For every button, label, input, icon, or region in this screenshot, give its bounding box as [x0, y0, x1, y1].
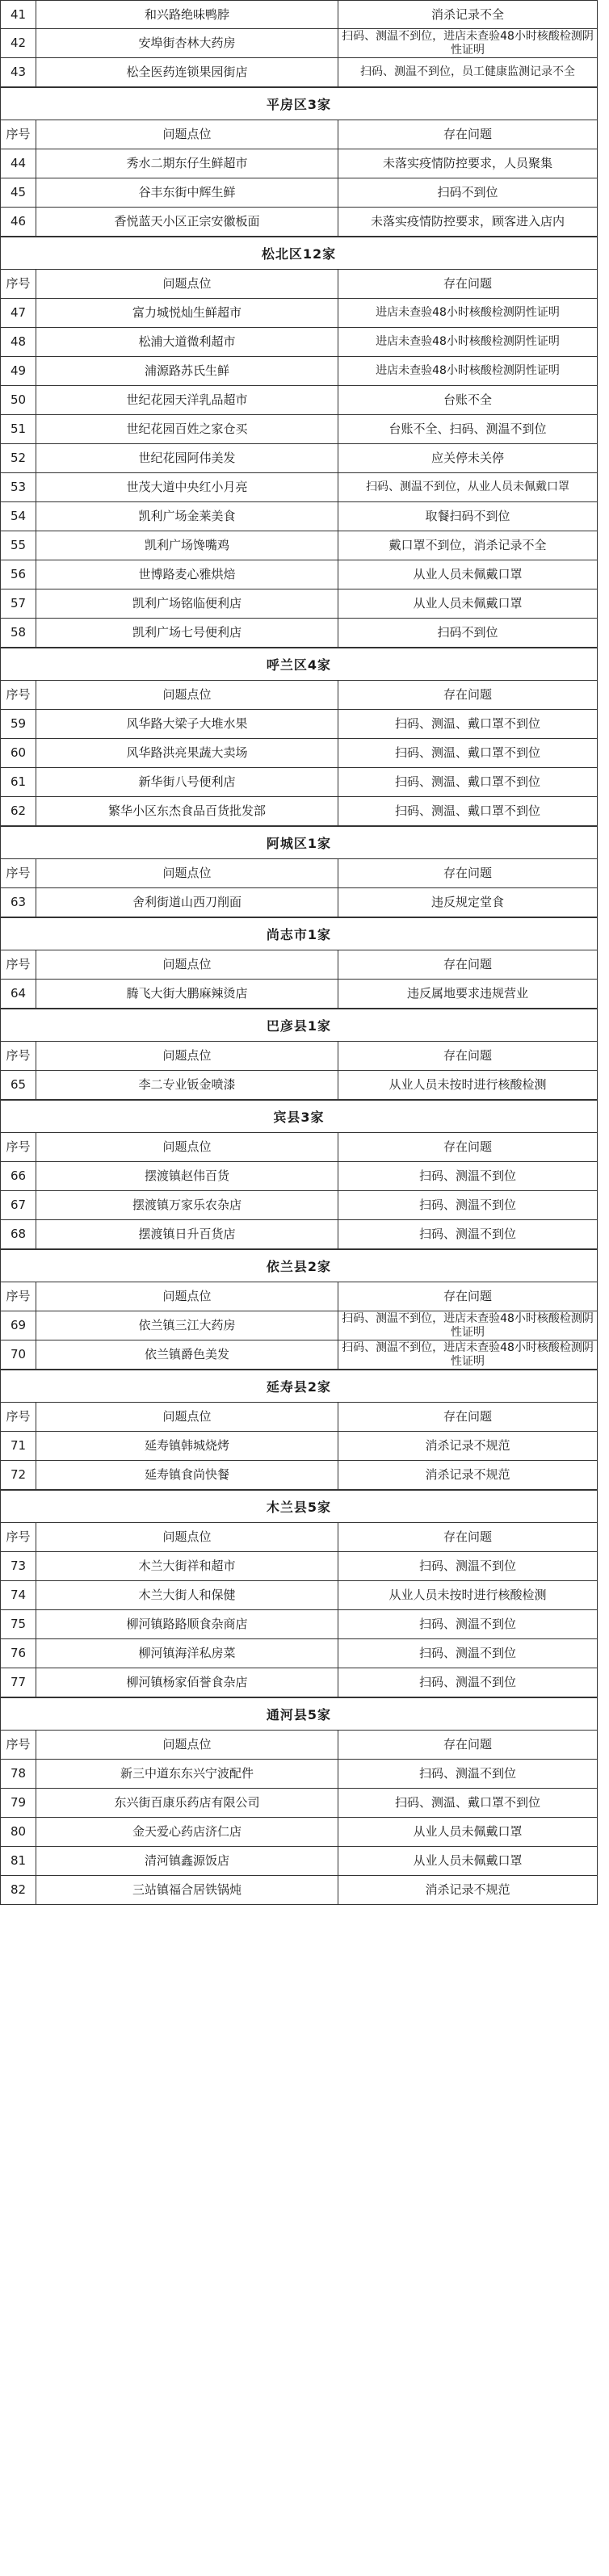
header-location: 问题点位	[36, 950, 338, 979]
row-number: 63	[1, 888, 36, 917]
header-location: 问题点位	[36, 1523, 338, 1551]
header-location: 问题点位	[36, 1282, 338, 1311]
existing-issue: 台账不全	[443, 392, 492, 407]
row-number: 54	[1, 502, 36, 531]
problem-location: 新华街八号便利店	[36, 768, 338, 796]
existing-issue: 扫码、测温不到位	[418, 1675, 516, 1689]
existing-issue: 戴口罩不到位，消杀记录不全	[388, 538, 547, 552]
table-row	[0, 1610, 598, 1639]
problem-location: 凯利广场金莱美食	[36, 502, 338, 531]
district-section-title: 阿城区1家	[0, 826, 598, 859]
row-number: 58	[1, 619, 36, 647]
row-number: 62	[1, 797, 36, 825]
header-number: 序号	[1, 1403, 36, 1431]
header-issue: 存在问题	[443, 687, 492, 702]
existing-issue: 未落实疫情防控要求，人员聚集	[382, 156, 552, 170]
problem-location: 腾飞大街大鹏麻辣烫店	[36, 980, 338, 1008]
header-issue: 存在问题	[443, 1289, 492, 1303]
header-number: 序号	[1, 859, 36, 887]
problem-location: 木兰大街祥和超市	[36, 1552, 338, 1580]
table-header-row	[0, 950, 598, 980]
row-number: 66	[1, 1162, 36, 1190]
header-location: 问题点位	[36, 1042, 338, 1070]
existing-issue: 进店未查验48小时核酸检测阴性证明	[376, 364, 560, 377]
problem-location: 香悦蓝天小区正宗安徽板面	[36, 208, 338, 236]
district-section-title: 巴彦县1家	[0, 1009, 598, 1042]
problem-location: 富力城悦灿生鲜超市	[36, 299, 338, 327]
header-location: 问题点位	[36, 270, 338, 298]
row-number: 68	[1, 1220, 36, 1248]
problem-location: 秀水二期东仔生鲜超市	[36, 149, 338, 178]
table-row	[0, 589, 598, 619]
problem-location: 松全医药连锁果园街店	[36, 58, 338, 86]
table-row	[0, 1191, 598, 1220]
row-number: 55	[1, 531, 36, 560]
problem-location: 木兰大街人和保健	[36, 1581, 338, 1609]
table-row	[0, 1311, 598, 1340]
problem-location: 风华路大梁子大堆水果	[36, 710, 338, 738]
existing-issue: 扫码、测温不到位，员工健康监测记录不全	[360, 65, 575, 78]
table-row	[0, 208, 598, 237]
header-location: 问题点位	[36, 1133, 338, 1161]
existing-issue: 违反属地要求违规营业	[406, 986, 528, 1001]
table-row	[0, 1818, 598, 1847]
existing-issue: 扫码、测温、戴口罩不到位	[394, 803, 540, 818]
row-number: 51	[1, 415, 36, 443]
problem-location: 三站镇福合居铁锅炖	[36, 1876, 338, 1904]
district-section-title: 呼兰区4家	[0, 648, 598, 681]
problem-location: 柳河镇路路顺食杂商店	[36, 1610, 338, 1638]
existing-issue: 扫码、测温不到位	[418, 1646, 516, 1660]
header-issue: 存在问题	[443, 957, 492, 971]
row-number: 74	[1, 1581, 36, 1609]
row-number: 77	[1, 1668, 36, 1697]
existing-issue: 从业人员未佩戴口罩	[413, 596, 523, 610]
header-location: 问题点位	[36, 859, 338, 887]
problem-location: 安埠街杏林大药房	[36, 29, 338, 57]
table-row	[0, 502, 598, 531]
problem-location: 依兰镇三江大药房	[36, 1311, 338, 1340]
table-header-row	[0, 1731, 598, 1760]
table-header-row	[0, 1042, 598, 1071]
district-section-title: 通河县5家	[0, 1697, 598, 1731]
problem-location: 摆渡镇日升百货店	[36, 1220, 338, 1248]
existing-issue: 进店未查验48小时核酸检测阴性证明	[376, 306, 560, 319]
row-number: 81	[1, 1847, 36, 1875]
table-row	[0, 328, 598, 357]
row-number: 72	[1, 1461, 36, 1489]
table-row	[0, 1432, 598, 1461]
district-section-title: 依兰县2家	[0, 1249, 598, 1282]
table-row	[0, 1876, 598, 1905]
problem-location: 柳河镇杨家佰誉食杂店	[36, 1668, 338, 1697]
table-row	[0, 560, 598, 589]
table-row	[0, 1071, 598, 1100]
header-location: 问题点位	[36, 120, 338, 149]
existing-issue: 扫码、测温不到位	[418, 1168, 516, 1183]
table-row	[0, 1340, 598, 1370]
table-row	[0, 768, 598, 797]
header-issue: 存在问题	[443, 1737, 492, 1752]
table-row	[0, 1668, 598, 1697]
problem-location: 松浦大道微利超市	[36, 328, 338, 356]
table-header-row	[0, 270, 598, 299]
row-number: 41	[1, 1, 36, 28]
row-number: 53	[1, 473, 36, 501]
existing-issue: 违反规定堂食	[430, 895, 504, 909]
table-row	[0, 1552, 598, 1581]
problem-location: 依兰镇爵色美发	[36, 1340, 338, 1369]
table-row	[0, 299, 598, 328]
row-number: 78	[1, 1760, 36, 1788]
table-row	[0, 531, 598, 560]
problem-location: 和兴路绝味鸭脖	[36, 1, 338, 28]
problem-location: 世纪花园天洋乳品超市	[36, 386, 338, 414]
problem-location: 清河镇鑫源饭店	[36, 1847, 338, 1875]
problem-location: 繁华小区东杰食品百货批发部	[36, 797, 338, 825]
header-issue: 存在问题	[443, 127, 492, 141]
problem-location: 新三中道东东兴宁波配件	[36, 1760, 338, 1788]
header-issue: 存在问题	[443, 1048, 492, 1063]
header-number: 序号	[1, 270, 36, 298]
header-number: 序号	[1, 1282, 36, 1311]
existing-issue: 扫码、测温不到位	[418, 1559, 516, 1573]
table-row	[0, 0, 598, 29]
table-row	[0, 980, 598, 1009]
existing-issue: 取餐扫码不到位	[425, 509, 510, 523]
existing-issue: 从业人员未按时进行核酸检测	[388, 1588, 547, 1602]
existing-issue: 扫码、测温、戴口罩不到位	[394, 716, 540, 731]
table-row	[0, 710, 598, 739]
existing-issue: 扫码、测温不到位，进店未查验48小时核酸检测阴性证明	[342, 1311, 594, 1339]
table-row	[0, 1581, 598, 1610]
row-number: 76	[1, 1639, 36, 1668]
existing-issue: 消杀记录不规范	[425, 1467, 510, 1482]
problem-location: 柳河镇海洋私房菜	[36, 1639, 338, 1668]
row-number: 52	[1, 444, 36, 472]
existing-issue: 扫码不到位	[437, 185, 498, 199]
header-issue: 存在问题	[443, 1529, 492, 1544]
district-section-title: 延寿县2家	[0, 1370, 598, 1403]
row-number: 82	[1, 1876, 36, 1904]
problem-location: 世博路麦心雅烘焙	[36, 560, 338, 589]
row-number: 43	[1, 58, 36, 86]
header-number: 序号	[1, 120, 36, 149]
table-row	[0, 1760, 598, 1789]
row-number: 70	[1, 1340, 36, 1369]
table-row	[0, 797, 598, 826]
problem-location: 世纪花园阿伟美发	[36, 444, 338, 472]
table-row	[0, 888, 598, 917]
header-number: 序号	[1, 681, 36, 709]
existing-issue: 扫码不到位	[437, 625, 498, 640]
row-number: 67	[1, 1191, 36, 1219]
row-number: 71	[1, 1432, 36, 1460]
existing-issue: 消杀记录不规范	[425, 1438, 510, 1453]
problem-location: 浦源路苏氏生鲜	[36, 357, 338, 385]
table-row	[0, 1220, 598, 1249]
existing-issue: 扫码、测温不到位	[418, 1766, 516, 1781]
row-number: 56	[1, 560, 36, 589]
existing-issue: 扫码、测温不到位，进店未查验48小时核酸检测阴性证明	[342, 29, 594, 57]
existing-issue: 从业人员未佩戴口罩	[413, 1853, 523, 1868]
problem-location: 延寿镇韩城烧烤	[36, 1432, 338, 1460]
problem-location: 李二专业钣金喷漆	[36, 1071, 338, 1099]
table-header-row	[0, 120, 598, 149]
district-section-title: 木兰县5家	[0, 1490, 598, 1523]
existing-issue: 扫码、测温不到位	[418, 1617, 516, 1631]
header-location: 问题点位	[36, 1731, 338, 1759]
header-number: 序号	[1, 1133, 36, 1161]
problem-location: 东兴街百康乐药店有限公司	[36, 1789, 338, 1817]
row-number: 47	[1, 299, 36, 327]
district-section-title: 松北区12家	[0, 237, 598, 270]
problem-location: 金天爱心药店济仁店	[36, 1818, 338, 1846]
district-section-title: 尚志市1家	[0, 917, 598, 950]
problem-location: 舍利街道山西刀削面	[36, 888, 338, 917]
existing-issue: 扫码、测温、戴口罩不到位	[394, 745, 540, 760]
table-row	[0, 149, 598, 178]
header-issue: 存在问题	[443, 866, 492, 880]
problem-location: 凯利广场铭临便利店	[36, 589, 338, 618]
table-header-row	[0, 1282, 598, 1311]
table-row	[0, 739, 598, 768]
table-header-row	[0, 681, 598, 710]
problem-location: 谷丰东街中辉生鲜	[36, 178, 338, 207]
existing-issue: 扫码、测温不到位	[418, 1198, 516, 1212]
table-header-row	[0, 859, 598, 888]
problem-location: 延寿镇食尚快餐	[36, 1461, 338, 1489]
existing-issue: 扫码、测温不到位，进店未查验48小时核酸检测阴性证明	[342, 1340, 594, 1368]
header-number: 序号	[1, 1042, 36, 1070]
problem-location: 摆渡镇赵伟百货	[36, 1162, 338, 1190]
row-number: 61	[1, 768, 36, 796]
row-number: 42	[1, 29, 36, 57]
table-row	[0, 473, 598, 502]
problem-location: 摆渡镇万家乐农杂店	[36, 1191, 338, 1219]
table-header-row	[0, 1523, 598, 1552]
row-number: 75	[1, 1610, 36, 1638]
problem-location: 凯利广场七号便利店	[36, 619, 338, 647]
row-number: 65	[1, 1071, 36, 1099]
district-section-title: 宾县3家	[0, 1100, 598, 1133]
row-number: 57	[1, 589, 36, 618]
problem-location: 风华路洪亮果蔬大卖场	[36, 739, 338, 767]
header-location: 问题点位	[36, 1403, 338, 1431]
problem-location: 凯利广场馋嘴鸡	[36, 531, 338, 560]
existing-issue: 从业人员未佩戴口罩	[413, 1824, 523, 1839]
district-section-title: 平房区3家	[0, 87, 598, 120]
row-number: 79	[1, 1789, 36, 1817]
header-issue: 存在问题	[443, 1409, 492, 1424]
table-row	[0, 1162, 598, 1191]
existing-issue: 扫码、测温、戴口罩不到位	[394, 774, 540, 789]
header-number: 序号	[1, 1731, 36, 1759]
row-number: 64	[1, 980, 36, 1008]
existing-issue: 消杀记录不全	[430, 6, 504, 22]
table-row	[0, 357, 598, 386]
row-number: 46	[1, 208, 36, 236]
row-number: 60	[1, 739, 36, 767]
problem-location: 世茂大道中央红小月亮	[36, 473, 338, 501]
existing-issue: 扫码、测温不到位	[418, 1227, 516, 1241]
existing-issue: 应关停未关停	[430, 451, 504, 465]
table-row	[0, 1639, 598, 1668]
row-number: 49	[1, 357, 36, 385]
table-row	[0, 58, 598, 87]
header-number: 序号	[1, 1523, 36, 1551]
existing-issue: 从业人员未按时进行核酸检测	[388, 1077, 547, 1092]
table-row	[0, 386, 598, 415]
existing-issue: 扫码、测温不到位，从业人员未佩戴口罩	[366, 480, 569, 493]
header-issue: 存在问题	[443, 1139, 492, 1154]
header-number: 序号	[1, 950, 36, 979]
table-header-row	[0, 1133, 598, 1162]
row-number: 69	[1, 1311, 36, 1340]
existing-issue: 从业人员未佩戴口罩	[413, 567, 523, 581]
existing-issue: 进店未查验48小时核酸检测阴性证明	[376, 335, 560, 348]
header-location: 问题点位	[36, 681, 338, 709]
table-row	[0, 444, 598, 473]
problem-location: 世纪花园百姓之家仓买	[36, 415, 338, 443]
header-issue: 存在问题	[443, 276, 492, 291]
row-number: 59	[1, 710, 36, 738]
table-row	[0, 415, 598, 444]
table-row	[0, 619, 598, 648]
row-number: 73	[1, 1552, 36, 1580]
existing-issue: 扫码、测温、戴口罩不到位	[394, 1795, 540, 1810]
row-number: 80	[1, 1818, 36, 1846]
table-row	[0, 1847, 598, 1876]
existing-issue: 未落实疫情防控要求，顾客进入店内	[370, 214, 565, 229]
table-row	[0, 178, 598, 208]
row-number: 48	[1, 328, 36, 356]
row-number: 50	[1, 386, 36, 414]
table-header-row	[0, 1403, 598, 1432]
existing-issue: 台账不全、扫码、测温不到位	[388, 422, 547, 436]
table-row	[0, 1789, 598, 1818]
table-row	[0, 1461, 598, 1490]
existing-issue: 消杀记录不规范	[425, 1882, 510, 1897]
row-number: 44	[1, 149, 36, 178]
table-row	[0, 29, 598, 58]
row-number: 45	[1, 178, 36, 207]
